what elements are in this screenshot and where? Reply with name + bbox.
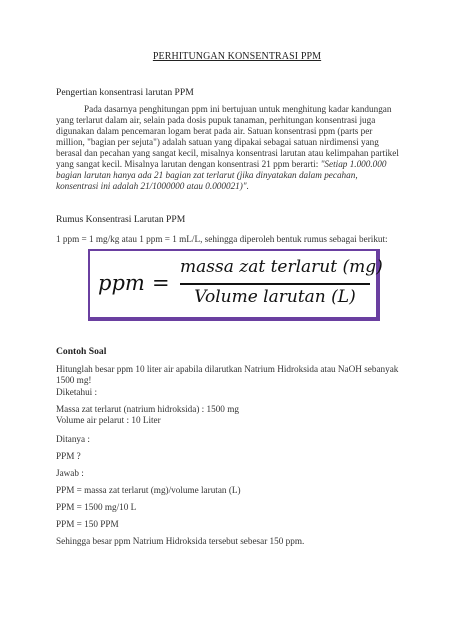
paragraph-line: Pada dasarnya penghitungan ppm ini bertujuan untuk menghitung kadar kandungan bbox=[84, 104, 392, 114]
italic-quote-line: konsentrasi ini adalah 21/1000000 atau 0.000021)". bbox=[56, 181, 249, 191]
paragraph-line: digunakan dalam pencemaran logam berat pada air. Satuan konsentrasi ppm (parts per bbox=[56, 126, 373, 136]
fraction-bar bbox=[180, 283, 370, 285]
document-title: PERHITUNGAN KONSENTRASI PPM bbox=[152, 51, 322, 62]
asked-item: PPM ? bbox=[56, 451, 81, 461]
answer-step: PPM = massa zat terlarut (mg)/volume larutan (L) bbox=[56, 485, 241, 495]
known-label: Diketahui : bbox=[56, 387, 98, 397]
conclusion: Sehingga besar ppm Natrium Hidroksida tersebut sebesar 150 ppm. bbox=[56, 536, 305, 546]
paragraph-text: yang sangat kecil. Misalnya larutan dengan konsentrasi 21 ppm berarti: bbox=[56, 159, 321, 169]
ppm-formula bbox=[96, 257, 383, 313]
formula-lhs: ppm bbox=[98, 271, 145, 295]
section-heading-contoh: Contoh Soal bbox=[56, 346, 107, 357]
question-line: 1500 mg! bbox=[56, 375, 92, 385]
answer-step: PPM = 150 PPM bbox=[56, 519, 119, 529]
paragraph-line: million, "bagian per sejuta") adalah satuan yang dipakai sebagai satuan nirdimensi yang bbox=[56, 137, 379, 147]
formula-denominator: Volume larutan (L) bbox=[194, 287, 356, 307]
answer-step: PPM = 1500 mg/10 L bbox=[56, 502, 137, 512]
italic-quote-line: bagian larutan hanya ada 21 bagian zat terlarut (jika dinyatakan dalam pecahan, bbox=[56, 170, 358, 180]
known-item: Massa zat terlarut (natrium hidroksida) : 1500 mg bbox=[56, 404, 239, 414]
section-heading-rumus: Rumus Konsentrasi Larutan PPM bbox=[56, 214, 186, 225]
known-item: Volume air pelarut : 10 Liter bbox=[56, 415, 161, 425]
formula-intro: 1 ppm = 1 mg/kg atau 1 ppm = 1 mL/L, sehingga diperoleh bentuk rumus sebagai berikut: bbox=[56, 234, 388, 244]
formula-numerator: massa zat terlarut (mg) bbox=[180, 257, 383, 277]
question-line: Hitunglah besar ppm 10 liter air apabila dilarutkan Natrium Hidroksida atau NaOH sebanyak bbox=[56, 364, 399, 374]
answer-label: Jawab : bbox=[56, 468, 84, 478]
formula-equals: = bbox=[152, 271, 170, 295]
asked-label: Ditanya : bbox=[56, 434, 90, 444]
italic-quote-start: "Setiap 1.000.000 bbox=[320, 159, 387, 169]
section-heading-pengertian: Pengertian konsentrasi larutan PPM bbox=[56, 87, 194, 98]
paragraph-line: berasal dan pecahan yang sangat kecil, misalnya konsentrasi larutan atau kelimpahan partikel bbox=[56, 148, 399, 158]
paragraph-line-last bbox=[56, 159, 386, 169]
paragraph-line: yang terlarut dalam air, selain pada dosis pupuk tanaman, perhitungan konsentrasi juga bbox=[56, 115, 376, 125]
formula-box bbox=[88, 249, 383, 321]
